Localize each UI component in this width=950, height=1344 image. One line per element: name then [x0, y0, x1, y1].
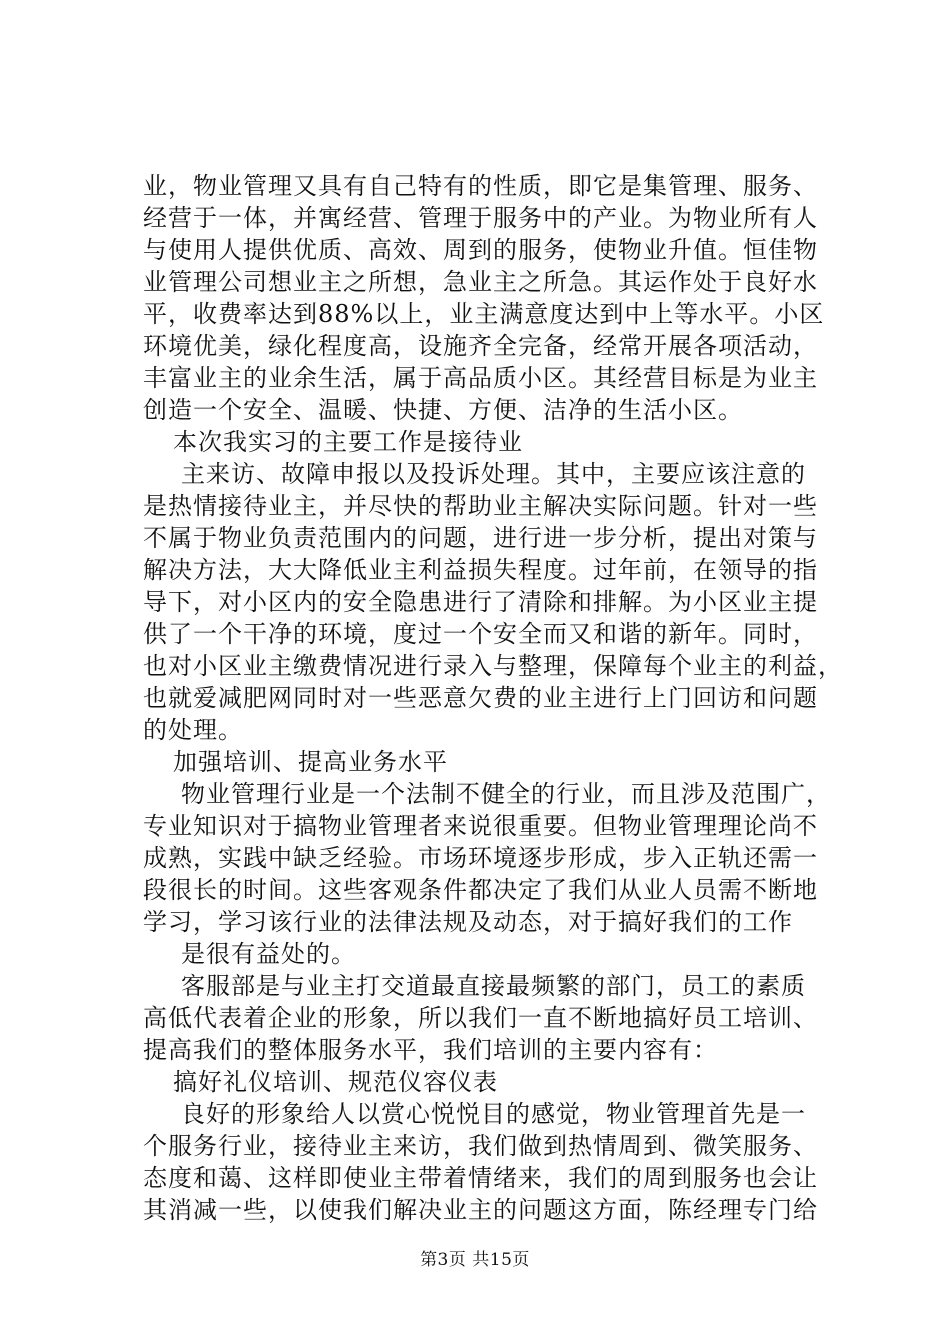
body-text	[143, 170, 843, 1226]
text-line: 成熟，实践中缺乏经验。市场环境逐步形成，步入正轨还需一	[143, 844, 818, 872]
text-line: 解决方法，大大降低业主利益损失程度。过年前，在领导的指	[143, 556, 818, 584]
text-line: 是热情接待业主，并尽快的帮助业主解决实际问题。针对一些	[143, 492, 818, 520]
text-line: 其消减一些，以使我们解决业主的问题这方面，陈经理专门给	[143, 1196, 818, 1224]
text-line: 态度和蔼、这样即使业主带着情绪来，我们的周到服务也会让	[143, 1164, 818, 1192]
text-line: 个服务行业，接待业主来访，我们做到热情周到、微笑服务、	[143, 1132, 818, 1160]
text-line: 不属于物业负责范围内的问题，进行进一步分析，提出对策与	[143, 524, 818, 552]
text-line: 也就爱减肥网同时对一些恶意欠费的业主进行上门回访和问题	[143, 684, 818, 712]
text-line: 物业管理行业是一个法制不健全的行业，而且涉及范围广，	[181, 780, 831, 808]
text-line: 学习，学习该行业的法律法规及动态，对于搞好我们的工作	[143, 908, 793, 936]
text-line: 与使用人提供优质、高效、周到的服务，使物业升值。恒佳物	[143, 236, 818, 264]
text-line: 客服部是与业主打交道最直接最频繁的部门，员工的素质	[181, 972, 806, 1000]
text-line: 业，物业管理又具有自己特有的性质，即它是集管理、服务、	[143, 172, 818, 200]
text-line: 环境优美，绿化程度高，设施齐全完备，经常开展各项活动，	[143, 332, 818, 360]
text-line: 段很长的时间。这些客观条件都决定了我们从业人员需不断地	[143, 876, 818, 904]
text-line: 的处理。	[143, 716, 243, 744]
section-heading: 加强培训、提高业务水平	[173, 748, 448, 776]
page-number-footer: 第3页 共15页	[420, 1250, 530, 1270]
text-line: 提高我们的整体服务水平，我们培训的主要内容有：	[143, 1036, 718, 1064]
section-heading: 搞好礼仪培训、规范仪容仪表	[173, 1068, 498, 1096]
text-line: 供了一个干净的环境，度过一个安全而又和谐的新年。同时，	[143, 620, 818, 648]
text-line: 业管理公司想业主之所想，急业主之所急。其运作处于良好水	[143, 268, 818, 296]
section-heading: 本次我实习的主要工作是接待业	[173, 428, 523, 456]
text-line: 良好的形象给人以赏心悦悦目的感觉，物业管理首先是一	[181, 1100, 806, 1128]
text-line: 也对小区业主缴费情况进行录入与整理，保障每个业主的利益，	[143, 652, 843, 680]
text-line: 专业知识对于搞物业管理者来说很重要。但物业管理理论尚不	[143, 812, 818, 840]
text-line: 是很有益处的。	[181, 940, 356, 968]
text-line: 丰富业主的业余生活，属于高品质小区。其经营目标是为业主	[143, 364, 818, 392]
text-line: 导下，对小区内的安全隐患进行了清除和排解。为小区业主提	[143, 588, 818, 616]
text-line: 高低代表着企业的形象，所以我们一直不断地搞好员工培训、	[143, 1004, 818, 1032]
text-line: 创造一个安全、温暖、快捷、方便、洁净的生活小区。	[143, 396, 743, 424]
text-line: 主来访、故障申报以及投诉处理。其中，主要应该注意的	[181, 460, 806, 488]
text-line: 平，收费率达到88%以上，业主满意度达到中上等水平。小区	[143, 300, 825, 328]
text-line: 经营于一体，并寓经营、管理于服务中的产业。为物业所有人	[143, 204, 818, 232]
